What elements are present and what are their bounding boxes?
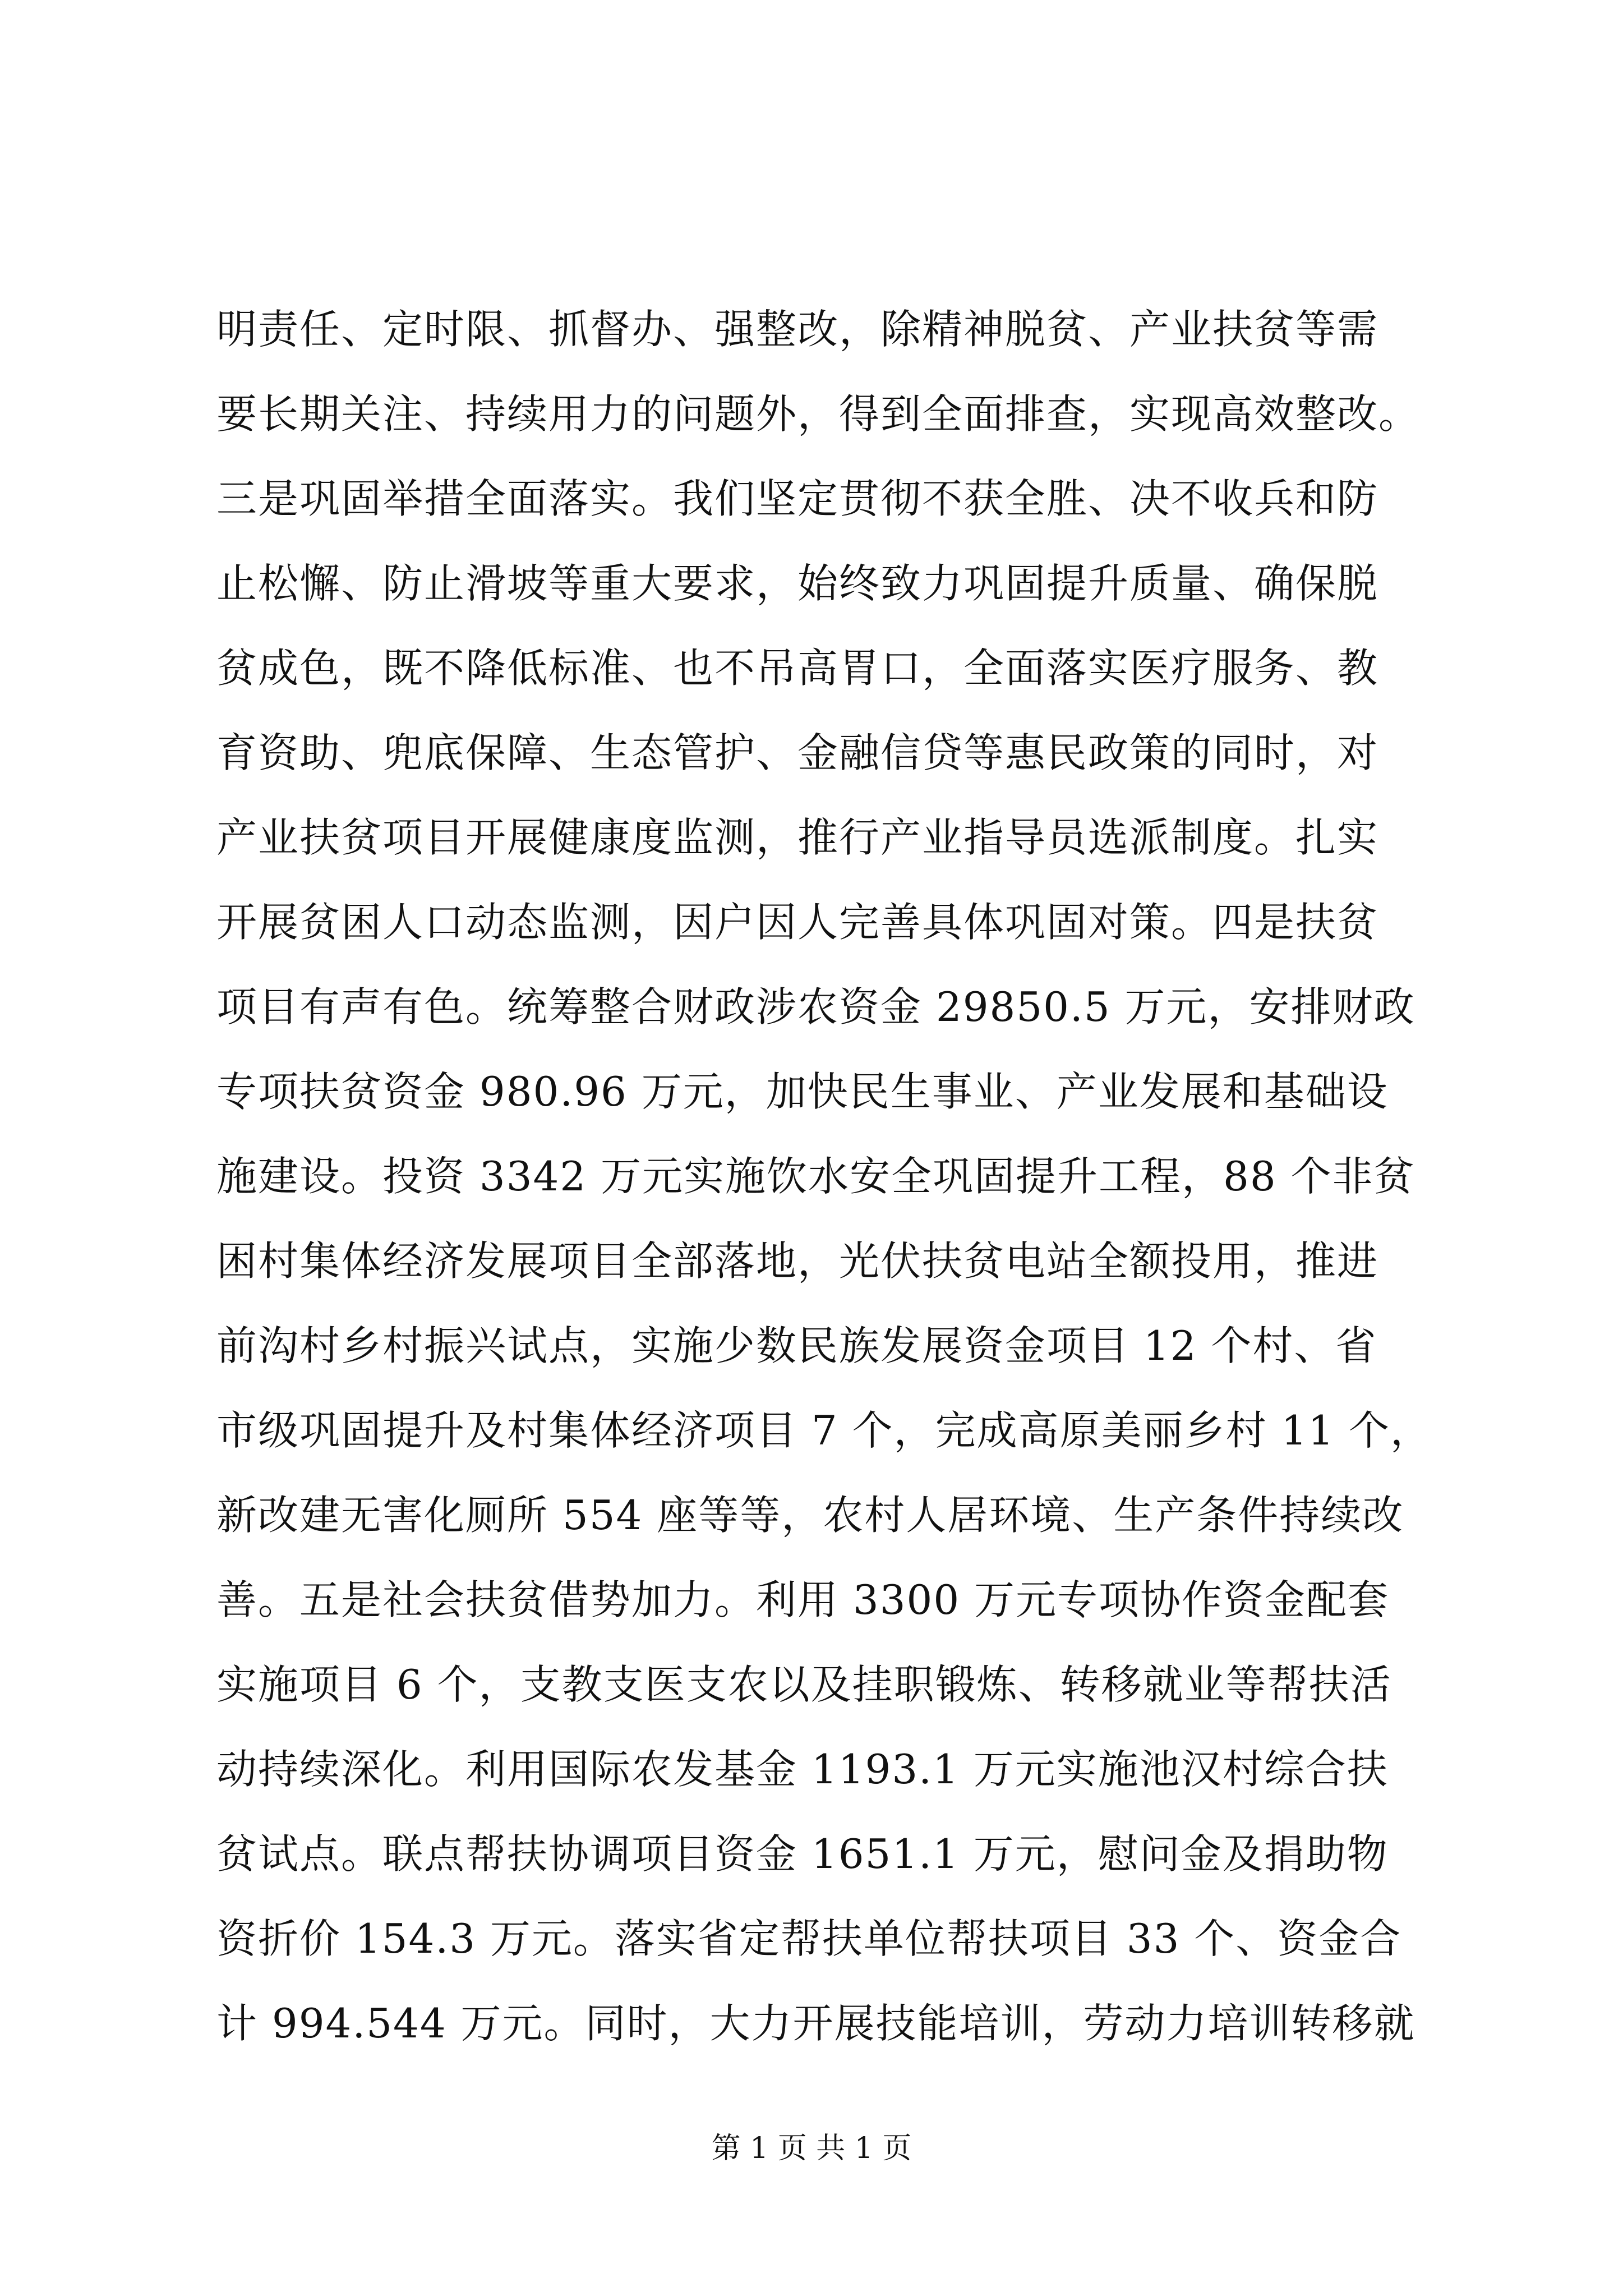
text-line: 开展贫困人口动态监测，因户因人完善具体巩固对策。四是扶贫 [216,899,1379,946]
text-line: 施建设。投资 3342 万元实施饮水安全巩固提升工程，88 个非贫 [216,1153,1415,1200]
text-line: 专项扶贫资金 980.96 万元，加快民生事业、产业发展和基础设 [216,1068,1389,1115]
body-paragraph [216,287,1432,2066]
text-line: 实施项目 6 个，支教支医支农以及挂职锻炼、转移就业等帮扶活 [216,1661,1392,1708]
text-line: 善。五是社会扶贫借势加力。利用 3300 万元专项协作资金配套 [216,1576,1390,1623]
text-line: 动持续深化。利用国际农发基金 1193.1 万元实施池汉村综合扶 [216,1746,1389,1793]
text-line: 贫试点。联点帮扶协调项目资金 1651.1 万元，慰问金及捐助物 [216,1830,1389,1878]
text-line: 项目有声有色。统筹整合财政涉农资金 29850.5 万元，安排财政 [216,983,1415,1030]
text-line: 明责任、定时限、抓督办、强整改，除精神脱贫、产业扶贫等需 [216,306,1379,353]
text-line: 育资助、兜底保障、生态管护、金融信贷等惠民政策的同时，对 [216,729,1379,776]
text-line: 前沟村乡村振兴试点，实施少数民族发展资金项目 12 个村、省 [216,1322,1377,1369]
text-line: 产业扶贫项目开展健康度监测，推行产业指导员选派制度。扎实 [216,814,1379,861]
text-line: 资折价 154.3 万元。落实省定帮扶单位帮扶项目 33 个、资金合 [216,1915,1402,1962]
text-line: 新改建无害化厕所 554 座等等，农村人居环境、生产条件持续改 [216,1492,1404,1539]
text-line: 贫成色，既不降低标准、也不吊高胃口，全面落实医疗服务、教 [216,645,1379,692]
text-line: 止松懈、防止滑坡等重大要求，始终致力巩固提升质量、确保脱 [216,560,1379,607]
text-line: 市级巩固提升及村集体经济项目 7 个，完成高原美丽乡村 11 个， [216,1407,1432,1454]
page-number-footer: 第 1 页 共 1 页 [711,2132,912,2165]
text-line: 要长期关注、持续用力的问题外，得到全面排查，实现高效整改。 [216,390,1421,438]
text-line: 计 994.544 万元。同时，大力开展技能培训，劳动力培训转移就 [216,2000,1415,2047]
text-line: 困村集体经济发展项目全部落地，光伏扶贫电站全额投用，推进 [216,1237,1379,1285]
text-line: 三是巩固举措全面落实。我们坚定贯彻不获全胜、决不收兵和防 [216,475,1379,522]
